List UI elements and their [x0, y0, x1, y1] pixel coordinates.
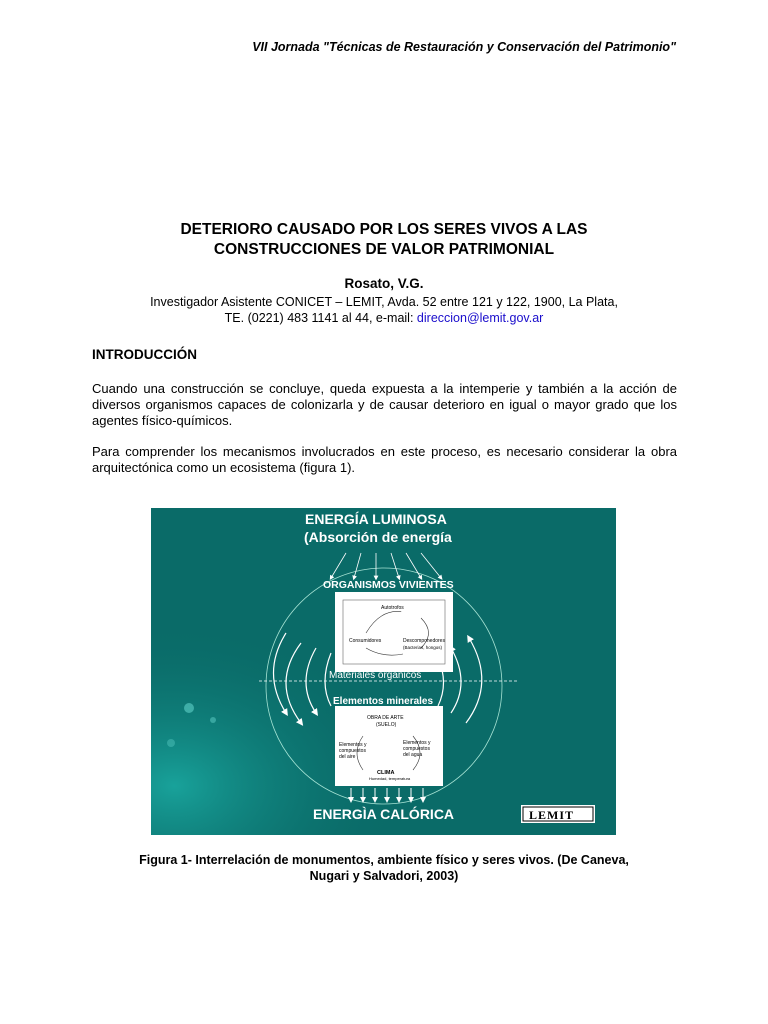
intro-paragraph-2: Para comprender los mecanismos involucrados en este proceso, es necesario considerar la obra arquitectónica como un ecosistema (figura 1).: [92, 444, 677, 475]
air-elements-2: compuestos: [339, 748, 366, 754]
contact-phone: TE. (0221) 483 1141 al 44, e-mail:: [224, 311, 417, 325]
figure-caption: [0, 852, 768, 884]
absorption-label: (Absorción de energía: [304, 529, 452, 545]
caption-line-1: Figura 1- Interrelación de monumentos, ambiente físico y seres vivos. (De Caneva,: [139, 853, 629, 867]
air-elements-1: Elementos y: [339, 742, 367, 748]
author-name: Rosato, V.G.: [344, 276, 424, 291]
document-title: [0, 220, 768, 260]
author-contact: [0, 310, 768, 326]
title-line-2: CONSTRUCCIONES DE VALOR PATRIMONIAL: [213, 241, 555, 258]
water-elements-1: Elementos y: [403, 740, 431, 746]
lemit-logo-text: LEMIT: [529, 808, 575, 822]
soil-label: (SUELO): [376, 722, 397, 728]
title-line-1: DETERIORO CAUSADO POR LOS SERES VIVOS A LAS: [180, 221, 588, 238]
decomposers-note: (Bacterias, hongos): [403, 645, 443, 650]
artwork-label: OBRA DE ARTE: [367, 715, 404, 721]
water-elements-3: del agua: [403, 752, 423, 758]
energy-heat-label: ENERGÌA CALÓRICA: [313, 806, 455, 822]
author-block: [0, 276, 768, 326]
consumers-label: Consumidores: [349, 638, 382, 644]
author-affiliation: Investigador Asistente CONICET – LEMIT, Avda. 52 entre 121 y 122, 1900, La Plata,: [150, 295, 618, 309]
water-elements-2: compuestos: [403, 746, 430, 752]
mineral-elements-label: Elementos minerales: [333, 696, 434, 707]
caption-line-2: Nugari y Salvadori, 2003): [309, 869, 459, 883]
running-header: VII Jornada "Técnicas de Restauración y Conservación del Patrimonio": [252, 40, 676, 54]
climate-label: CLIMA: [377, 770, 395, 776]
lemit-logo: [521, 805, 595, 823]
section-heading-introduction: INTRODUCCIÓN: [92, 347, 197, 362]
decomposers-label: Descomponedores: [403, 638, 445, 644]
organisms-box: [335, 592, 453, 672]
autotrophs-label: Autotrofos: [381, 605, 404, 611]
climate-note: Humedad, temperatura: [369, 776, 411, 781]
intro-paragraph-1: Cuando una construcción se concluye, queda expuesta a la intemperie y también a la acción de diversos organismos capaces de colonizarla y de causar deterioro en igual o mayor grado que los agentes físico-químicos.: [92, 381, 677, 428]
air-elements-3: del aire: [339, 754, 356, 760]
energy-light-label: ENERGÍA LUMINOSA: [305, 511, 447, 527]
figure-ecosystem-diagram: [151, 508, 616, 835]
organic-materials-label: Materiales orgánicos: [329, 670, 422, 681]
email-link[interactable]: direccion@lemit.gov.ar: [416, 311, 544, 325]
living-organisms-label: ORGANISMOS VIVIENTES: [323, 579, 454, 591]
